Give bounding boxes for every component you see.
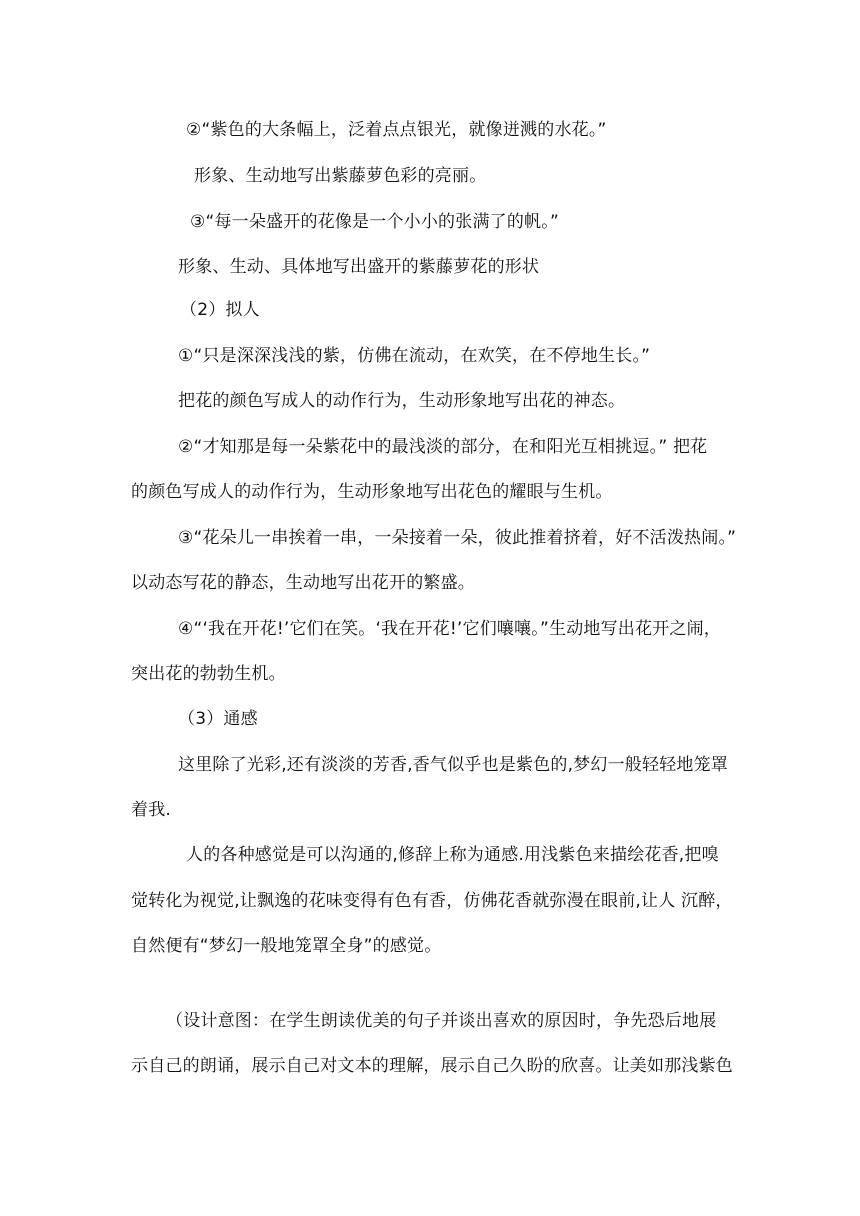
section-heading-personification: （2）拟人 [180,300,260,320]
text-line-10: ③“花朵儿一串挨着一串，一朵接着一朵，彼此推着挤着，好不活泼热闹。” [178,528,737,548]
text-line-3: ③“每一朵盛开的花像是一个小小的张满了的帆。” [190,212,559,232]
text-line-11: 以动态写花的静态，生动地写出花开的繁盛。 [131,573,475,593]
text-line-4: 形象、生动、具体地写出盛开的紫藤萝花的形状 [178,257,540,277]
section-heading-synesthesia: （3）通感 [178,709,258,729]
text-line-6: ①“只是深深浅浅的紫，仿佛在流动，在欢笑，在不停地生长。” [178,346,651,366]
text-line-17: 人的各种感觉是可以沟通的,修辞上称为通感.用浅紫色来描绘花香,把嗅 [186,845,719,865]
text-line-8: ②“才知那是每一朵紫花中的最浅淡的部分，在和阳光互相挑逗。” 把花 [178,437,708,457]
text-line-12: ④“‘我在开花!’它们在笑。‘我在开花!’它们嚷嚷。”生动地写出花开之闹， [178,619,721,639]
text-line-15: 这里除了光彩,还有淡淡的芳香,香气似乎也是紫色的,梦幻一般轻轻地笼罩 [178,755,729,775]
text-line-16: 着我. [131,800,172,820]
text-line-18: 觉转化为视觉,让飘逸的花味变得有色有香，仿佛花香就弥漫在眼前,让人 沉醉， [131,891,733,911]
text-line-21: 示自己的朗诵，展示自己对文本的理解，展示自己久盼的欣喜。让美如那浅紫色 [131,1056,733,1076]
text-line-20: （设计意图：在学生朗读优美的句子并谈出喜欢的原因时，争先恐后地展 [166,1011,717,1031]
text-line-19: 自然便有“梦幻一般地笼罩全身”的感觉。 [131,936,442,956]
text-line-9: 的颜色写成人的动作行为，生动形象地写出花色的耀眼与生机。 [131,482,613,502]
text-line-1: ②“紫色的大条幅上，泛着点点银光，就像迸溅的水花。” [186,120,607,140]
text-line-2: 形象、生动地写出紫藤萝色彩的亮丽。 [194,166,487,186]
text-line-7: 把花的颜色写成人的动作行为，生动形象地写出花的神态。 [178,391,626,411]
text-line-13: 突出花的勃勃生机。 [131,664,286,684]
